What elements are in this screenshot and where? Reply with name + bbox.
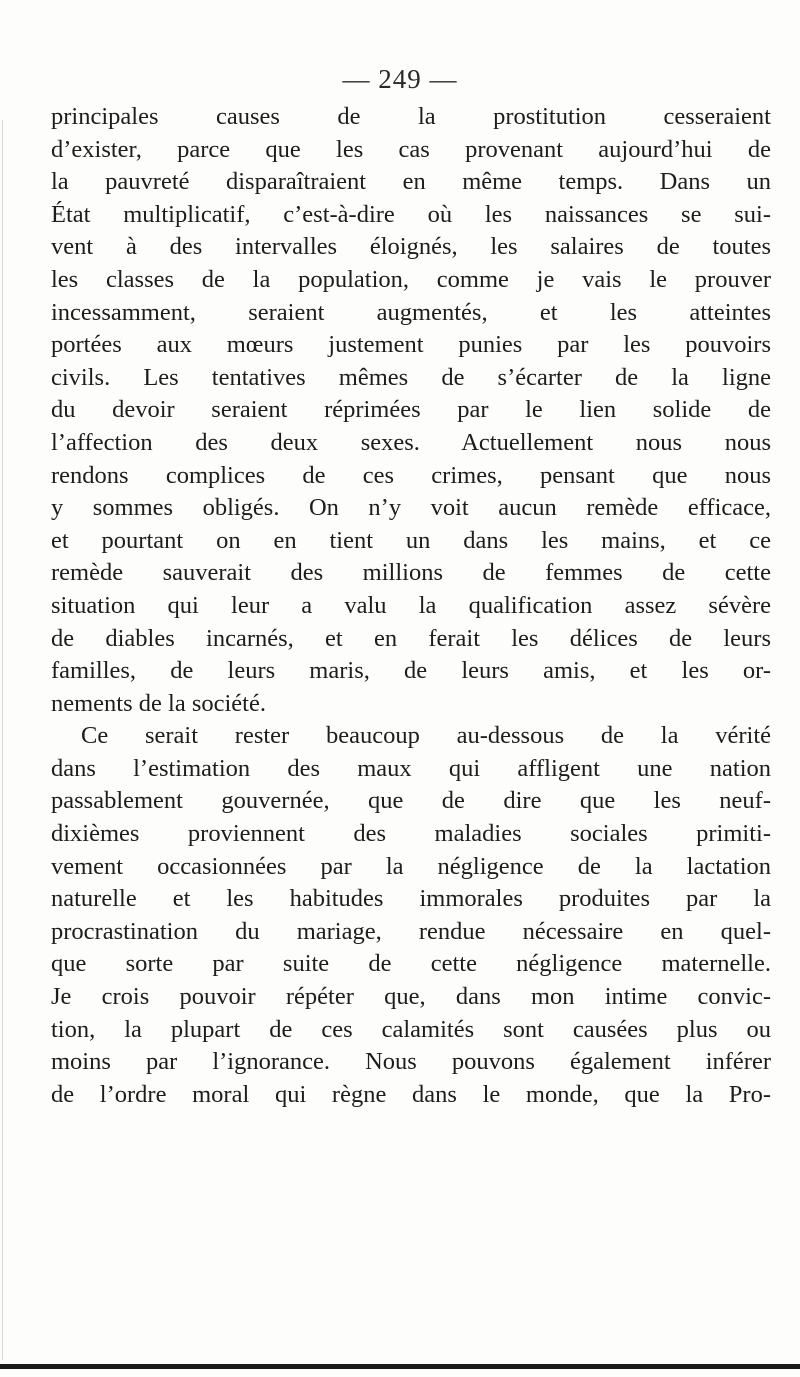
text-line: passablement gouvernée, que de dire que les neuf- bbox=[51, 787, 771, 815]
text-line: vent à des intervalles éloignés, les salaires de toutes bbox=[51, 233, 771, 261]
text-line: naturelle et les habitudes immorales produites par la bbox=[51, 885, 771, 913]
page-number: — 249 — bbox=[342, 64, 458, 94]
page-edge-shadow bbox=[2, 120, 3, 1360]
text-line: vement occasionnées par la négligence de la lactation bbox=[51, 852, 771, 880]
paragraph-end-line: nements de la société. bbox=[51, 689, 266, 717]
text-line: de diables incarnés, et en ferait les délices de leurs bbox=[51, 624, 771, 652]
text-line: que sorte par suite de cette négligence maternelle. bbox=[51, 950, 771, 978]
text-line: portées aux mœurs justement punies par les pouvoirs bbox=[51, 331, 771, 359]
text-line: de l’ordre moral qui règne dans le monde, que la Pro- bbox=[51, 1080, 771, 1108]
text-line: principales causes de la prostitution cesseraient bbox=[51, 103, 771, 130]
text-line: d’exister, parce que les cas provenant aujourd’hui de bbox=[51, 135, 771, 163]
text-line: remède sauverait des millions de femmes de cette bbox=[51, 559, 771, 587]
text-line: Je crois pouvoir répéter que, dans mon intime convic- bbox=[51, 983, 771, 1011]
text-line: y sommes obligés. On n’y voit aucun remède efficace, bbox=[51, 494, 771, 522]
text-line: incessamment, seraient augmentés, et les atteintes bbox=[51, 298, 771, 326]
scan-bottom-edge bbox=[0, 1364, 800, 1369]
text-line: rendons complices de ces crimes, pensant que nous bbox=[51, 461, 771, 489]
text-line: et pourtant on en tient un dans les mains, et ce bbox=[51, 526, 771, 554]
text-line: la pauvreté disparaîtraient en même temps. Dans un bbox=[51, 168, 771, 196]
text-line: moins par l’ignorance. Nous pouvons également inférer bbox=[51, 1048, 771, 1076]
paragraph-first-line: Ce serait rester beaucoup au-dessous de la vérité bbox=[81, 722, 771, 750]
text-line: situation qui leur a valu la qualification assez sévère bbox=[51, 591, 771, 619]
text-line: tion, la plupart de ces calamités sont causées plus ou bbox=[51, 1015, 771, 1043]
text-line: l’affection des deux sexes. Actuellement nous nous bbox=[51, 428, 771, 456]
body-text bbox=[51, 101, 771, 1111]
text-line: du devoir seraient réprimées par le lien solide de bbox=[51, 396, 771, 424]
text-line: les classes de la population, comme je vais le prouver bbox=[51, 265, 771, 293]
text-line: dans l’estimation des maux qui affligent une nation bbox=[51, 754, 771, 782]
text-line: civils. Les tentatives mêmes de s’écarter de la ligne bbox=[51, 363, 771, 391]
text-line: dixièmes proviennent des maladies sociales primiti- bbox=[51, 820, 771, 848]
text-line: État multiplicatif, c’est-à-dire où les naissances se sui- bbox=[51, 200, 771, 228]
text-line: familles, de leurs maris, de leurs amis, et les or- bbox=[51, 657, 771, 685]
text-line: procrastination du mariage, rendue nécessaire en quel- bbox=[51, 917, 771, 945]
